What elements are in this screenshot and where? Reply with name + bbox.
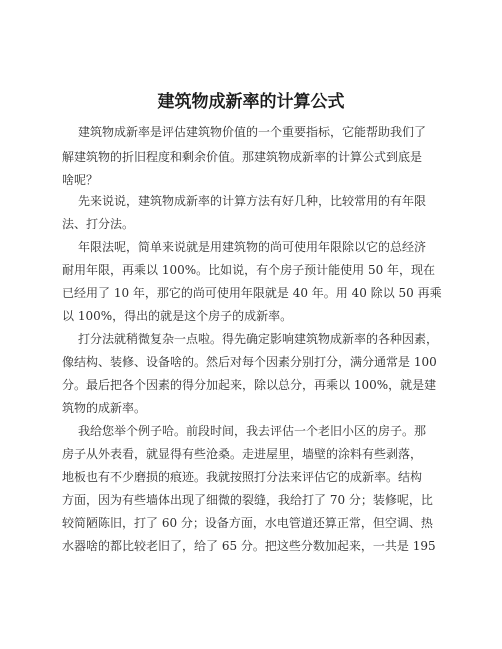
text-line: 地板也有不少磨损的痕迹。我就按照打分法来评估它的成新率。结构	[62, 470, 423, 484]
text-line: 较简陋陈旧，打了 60 分；设备方面，水电管道还算正常，但空调、热	[62, 516, 433, 530]
text-line: 解建筑物的折旧程度和剩余价值。那建筑物成新率的计算公式到底是	[62, 150, 423, 164]
text-line: 分。最后把各个因素的得分加起来，除以总分，再乘以 100%，就是建	[62, 378, 437, 392]
text-line: 房子从外表看，就显得有些沧桑。走进屋里，墙壁的涂料有些剥落，	[62, 447, 423, 461]
text-line: 打分法就稍微复杂一点啦。得先确定影响建筑物成新率的各种因素，	[78, 332, 439, 346]
text-line: 建筑物成新率是评估建筑物价值的一个重要指标，它能帮助我们了	[78, 125, 427, 139]
text-line: 我给您举个例子哈。前段时间，我去评估一个老旧小区的房子。那	[78, 424, 427, 438]
text-line: 已经用了 10 年，那它的尚可使用年限就是 40 年。用 40 除以 50 再乘	[62, 286, 442, 300]
text-line: 耐用年限，再乘以 100%。比如说，有个房子预计能使用 50 年，现在	[62, 263, 436, 277]
text-line: 年限法呢，简单来说就是用建筑物的尚可使用年限除以它的总经济	[78, 240, 427, 254]
text-line: 筑物的成新率。	[62, 401, 147, 415]
text-line: 像结构、装修、设备啥的。然后对每个因素分别打分，满分通常是 100	[62, 355, 437, 369]
text-line: 水器啥的都比较老旧了，给了 65 分。把这些分数加起来，一共是 195	[62, 539, 436, 553]
text-line: 以 100%，得出的就是这个房子的成新率。	[62, 309, 293, 323]
text-line: 法、打分法。	[62, 217, 135, 231]
text-line: 方面，因为有些墙体出现了细微的裂缝，我给打了 70 分；装修呢，比	[62, 493, 433, 507]
text-line: 先来说说，建筑物成新率的计算方法有好几种，比较常用的有年限	[78, 194, 427, 208]
document-title: 建筑物成新率的计算公式	[157, 92, 345, 112]
text-line: 啥呢？	[62, 173, 99, 187]
